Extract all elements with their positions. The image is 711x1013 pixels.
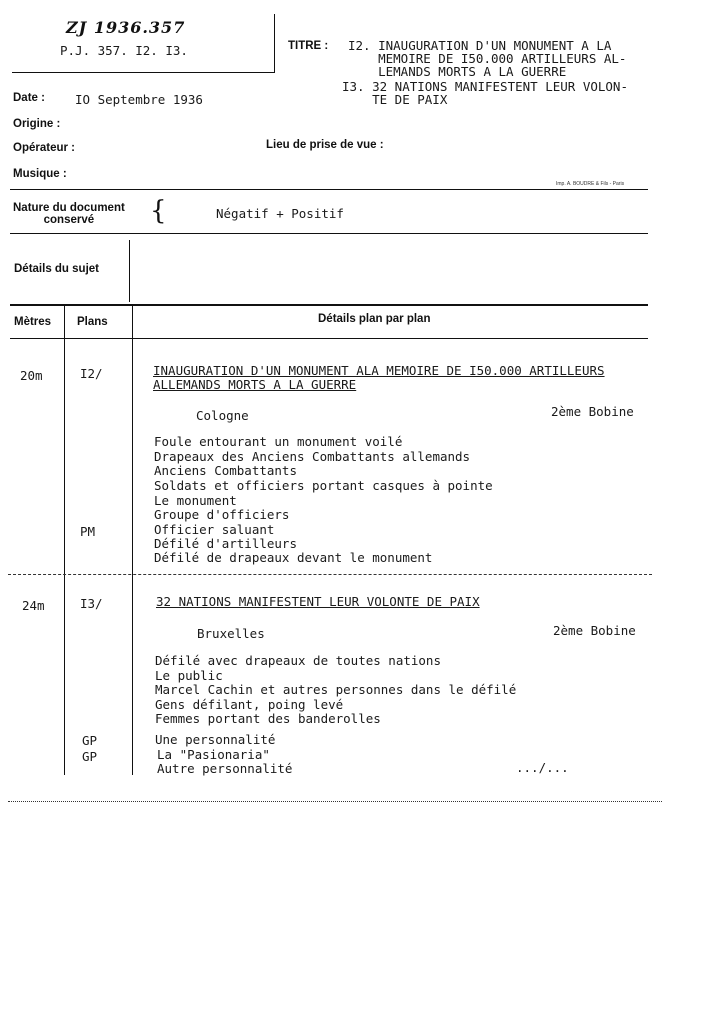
handwritten-reference: ZJ 1936.357 <box>66 18 186 37</box>
column-header-plans: Plans <box>77 316 108 328</box>
continued-marker: .../... <box>516 760 569 775</box>
nature-value: Négatif + Positif <box>216 206 344 221</box>
musique-label: Musique : <box>13 168 67 180</box>
section2-line-1: Défilé avec drapeaux de toutes nations <box>155 653 441 668</box>
section-divider <box>8 574 652 575</box>
section1-line-9: Défilé de drapeaux devant le monument <box>154 550 433 565</box>
section2-title: 32 NATIONS MANIFESTENT LEUR VOLONTE DE PAIX <box>156 594 480 609</box>
section2-place: Bruxelles <box>197 626 265 641</box>
section2-line-8: Autre personnalité <box>157 761 293 776</box>
header-box-right-border <box>274 14 275 72</box>
titre-i2: I2. INAUGURATION D'UN MONUMENT A LA MEMOIRE DE I50.000 ARTILLEURS AL- LEMANDS MORTS A LA GUERRE <box>348 38 627 79</box>
section1-line-4: Soldats et officiers portant casques à pointe <box>154 478 493 493</box>
section2-plan: I3/ <box>80 596 103 611</box>
section2-line-6: Une personnalité <box>155 732 276 747</box>
column-header-metres: Mètres <box>14 316 52 328</box>
column-divider-metres <box>64 305 65 775</box>
section1-bobine: 2ème Bobine <box>551 404 634 419</box>
divider-before-details <box>10 233 648 234</box>
details-bracket <box>129 240 130 302</box>
table-header-bottom-border <box>10 338 648 339</box>
section1-title: INAUGURATION D'UN MONUMENT ALA MEMOIRE DE I50.000 ARTILLEURS ALLEMANDS MORTS A LA GUERRE <box>153 363 605 392</box>
header-box-bottom-border <box>12 72 275 73</box>
section1-metres: 20m <box>20 368 43 383</box>
printer-mark: Imp. A. BOUDRE & Fils - Paris <box>556 181 625 187</box>
section2-line-4: Gens défilant, poing levé <box>155 697 344 712</box>
lieu-label: Lieu de prise de vue : <box>266 139 384 151</box>
section1-plan: I2/ <box>80 366 103 381</box>
section2-plan-gp1: GP <box>82 733 98 748</box>
reference-line: P.J. 357. I2. I3. <box>60 43 188 58</box>
operateur-label: Opérateur : <box>13 142 75 154</box>
section1-line-5: Le monument <box>154 493 237 508</box>
titre-label: TITRE : <box>288 40 329 52</box>
section1-line-2: Drapeaux des Anciens Combattants allemands <box>154 449 471 464</box>
divider-before-nature <box>10 189 648 190</box>
section1-line-7: Officier saluant <box>154 522 275 537</box>
date-value: IO Septembre 1936 <box>75 92 203 107</box>
section1-line-3: Anciens Combattants <box>154 463 297 478</box>
section1-place: Cologne <box>196 408 249 423</box>
titre-i3: I3. 32 NATIONS MANIFESTENT LEUR VOLON- TE DE PAIX <box>342 79 628 107</box>
origine-label: Origine : <box>13 118 61 130</box>
section2-bobine: 2ème Bobine <box>553 623 636 638</box>
section2-line-2: Le public <box>155 668 223 683</box>
details-sujet-label: Détails du sujet <box>14 263 99 275</box>
section2-line-7: La "Pasionaria" <box>157 747 270 762</box>
date-label: Date : <box>13 92 45 104</box>
section2-line-3: Marcel Cachin et autres personnes dans le défilé <box>155 682 517 697</box>
section2-line-5: Femmes portant des banderolles <box>155 711 381 726</box>
column-divider-plans <box>132 305 133 775</box>
section1-plan-pm: PM <box>80 524 96 539</box>
column-header-details: Détails plan par plan <box>318 313 431 325</box>
section1-line-1: Foule entourant un monument voilé <box>154 434 403 449</box>
section1-line-6: Groupe d'officiers <box>154 507 290 522</box>
section2-plan-gp2: GP <box>82 749 98 764</box>
nature-label: Nature du document conservé <box>13 202 125 226</box>
section2-metres: 24m <box>22 598 45 613</box>
bottom-divider <box>8 801 662 802</box>
nature-brace: { <box>150 196 167 226</box>
table-header-top-border <box>10 304 648 306</box>
section1-line-8: Défilé d'artilleurs <box>154 536 297 551</box>
